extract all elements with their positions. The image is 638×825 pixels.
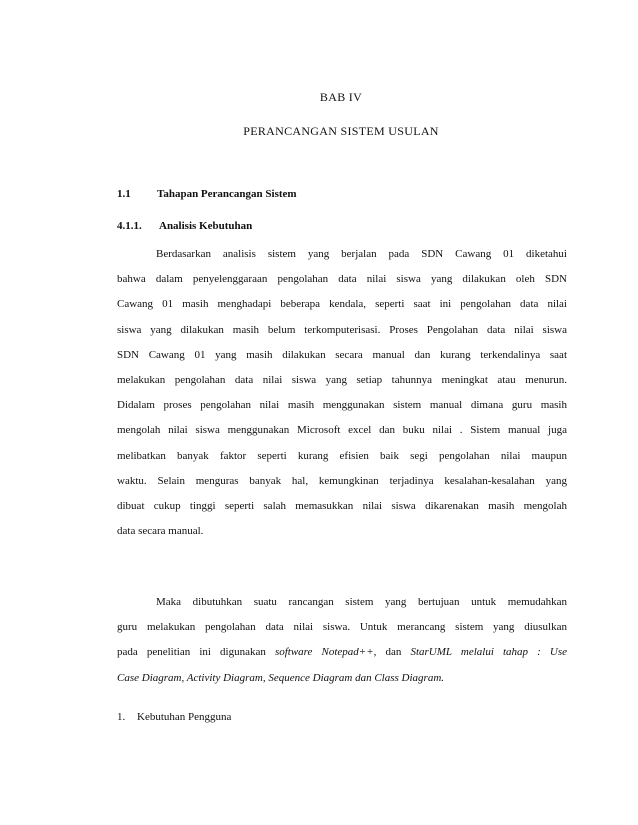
list-item-number: 1. <box>117 711 126 723</box>
subsection-title: Analisis Kebutuhan <box>159 220 253 232</box>
chapter-title: PERANCANGAN SISTEM USULAN <box>243 124 439 138</box>
paragraph-design <box>117 590 567 691</box>
section-title: Tahapan Perancangan Sistem <box>157 188 297 200</box>
software-name: software Notepad++ <box>274 646 374 659</box>
paragraph-line: bahwa dalam penyelenggaraan pengolahan data nilai siswa yang dilakukan oleh SDN <box>117 273 567 286</box>
paragraph-line: SDN Cawang 01 yang masih dilakukan secara manual dan kurang terkendalinya saat <box>117 348 567 361</box>
paragraph-line: Berdasarkan analisis sistem yang berjalan pada SDN Cawang 01 diketahui <box>156 248 567 260</box>
subsection-number: 4.1.1. <box>117 220 142 232</box>
paragraph-line: dibuat cukup tinggi seperti salah memasukkan nilai siswa dikarenakan masih mengolah <box>117 499 567 512</box>
section-number: 1.1 <box>117 188 131 200</box>
paragraph-line: siswa yang dilakukan masih belum terkomputerisasi. Proses Pengolahan data nilai siswa <box>117 323 567 336</box>
diagram-list: Case Diagram, Activity Diagram, Sequence Diagram dan Class Diagram. <box>117 671 445 684</box>
list-item-label: Kebutuhan Pengguna <box>137 711 232 723</box>
paragraph-line <box>117 640 567 665</box>
paragraph-line: mengolah nilai siswa menggunakan Microsoft excel dan buku nilai . Sistem manual juga <box>117 424 567 437</box>
text-run: pada penelitian ini digunakan <box>117 646 275 659</box>
paragraph-line: data secara manual. <box>117 525 204 538</box>
paragraph-line: melakukan pengolahan data nilai siswa yang setiap tahunnya meningkat atau menurun. <box>117 373 567 386</box>
paragraph-line: Maka dibutuhkan suatu rancangan sistem yang bertujuan untuk memudahkan <box>156 596 567 608</box>
tool-name: StarUML melalui tahap : Use <box>410 646 567 659</box>
paragraph-line <box>117 666 567 691</box>
paragraph-line: Didalam proses pengolahan nilai masih menggunakan sistem manual dimana guru masih <box>117 399 567 412</box>
text-run: , dan <box>373 646 411 659</box>
paragraph-analysis <box>117 242 567 544</box>
section-heading <box>117 188 297 200</box>
paragraph-line: melibatkan banyak faktor seperti kurang efisien baik segi pengolahan nilai maupun <box>117 449 567 462</box>
paragraph-line: waktu. Selain menguras banyak hal, kemungkinan terjadinya kesalahan-kesalahan yang <box>117 474 567 487</box>
paragraph-line: Cawang 01 masih menghadapi beberapa kendala, seperti saat ini pengolahan data nilai <box>117 298 567 311</box>
paragraph-line: guru melakukan pengolahan data nilai siswa. Untuk merancang sistem yang diusulkan <box>117 621 567 634</box>
chapter-number: BAB IV <box>319 90 363 104</box>
subsection-heading <box>117 220 252 232</box>
list-item <box>117 711 231 723</box>
